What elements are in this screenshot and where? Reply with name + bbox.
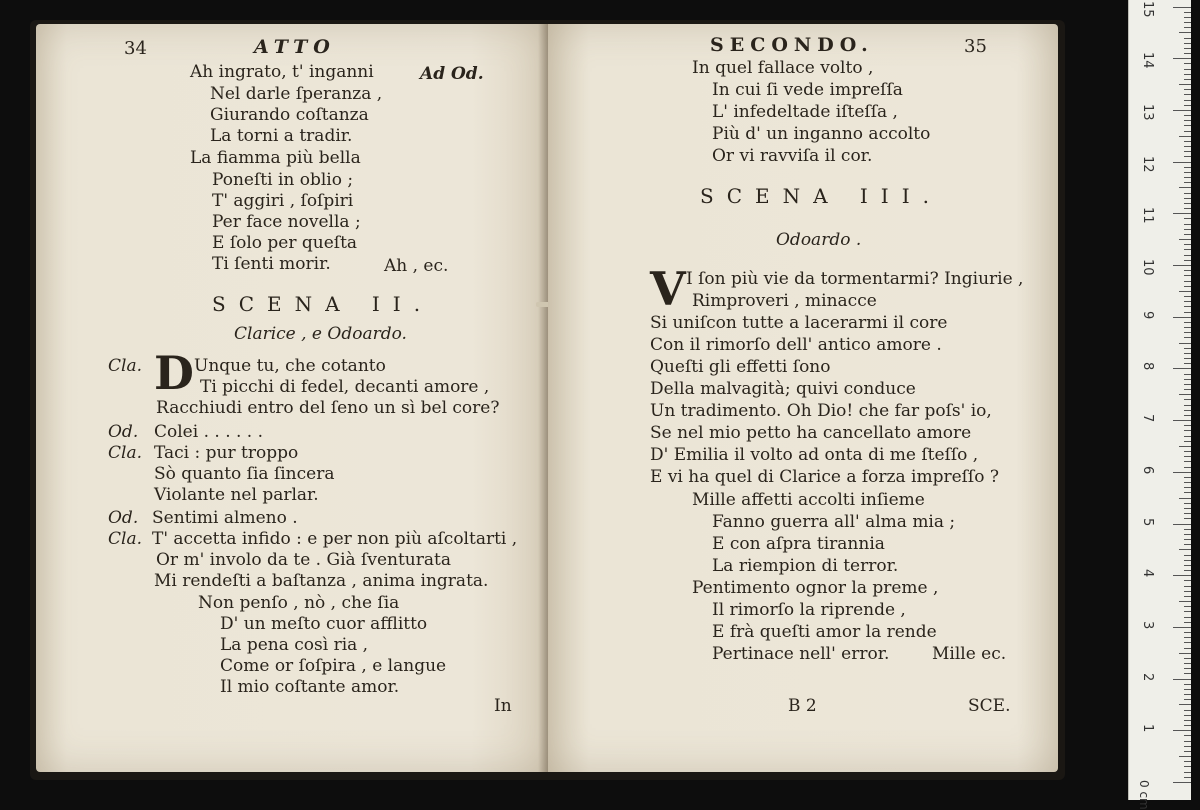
ruler-tick xyxy=(1184,689,1191,690)
ruler-tick xyxy=(1184,725,1191,726)
ruler-tick xyxy=(1184,710,1191,711)
stage-direction: Ad Od. xyxy=(420,64,484,84)
ruler-tick xyxy=(1173,679,1191,680)
ruler-tick xyxy=(1184,586,1191,587)
signature-mark: B 2 xyxy=(788,696,817,716)
scene-title: SCENA III. xyxy=(700,184,942,208)
ruler-tick xyxy=(1184,296,1191,297)
ruler-tick xyxy=(1184,694,1191,695)
ruler-tick xyxy=(1184,772,1191,773)
dialogue-line: Sò quanto ſia ſincera xyxy=(154,464,335,484)
monologue-line: Se nel mio petto ha cancellato amore xyxy=(650,423,972,443)
speaker-label: Od. xyxy=(108,422,139,442)
verse-line: Il rimorſo la riprende , xyxy=(712,600,906,620)
verse-line: Non penſo , nò , che ſia xyxy=(198,593,400,613)
ruler-tick xyxy=(1184,410,1191,411)
monologue-line: Con il rimorſo dell' antico amore . xyxy=(650,335,942,355)
ruler-tick xyxy=(1184,172,1191,173)
ruler-tick xyxy=(1184,182,1191,183)
ruler-tick xyxy=(1184,503,1191,504)
ruler-tick xyxy=(1184,451,1191,452)
ruler-tick xyxy=(1184,379,1191,380)
ruler-tick xyxy=(1184,234,1191,235)
verse-line: La riempion di terror. xyxy=(712,556,899,576)
ruler-tick xyxy=(1184,203,1191,204)
verse-line: Fanno guerra all' alma mia ; xyxy=(712,512,956,532)
dialogue-line: Racchiudi entro del ſeno un sì bel core? xyxy=(156,398,500,418)
dialogue-line: Sentimi almeno . xyxy=(152,508,298,528)
ruler-tick xyxy=(1184,281,1191,282)
monologue-line: Della malvagità; quivi conduce xyxy=(650,379,916,399)
ruler-tick xyxy=(1184,668,1191,669)
ruler-tick xyxy=(1184,131,1191,132)
monologue-line: Queſti gli effetti ſono xyxy=(650,357,831,377)
ruler-tick xyxy=(1184,591,1191,592)
ruler-tick xyxy=(1184,208,1191,209)
ruler-tick xyxy=(1184,177,1191,178)
ruler-number: 9 xyxy=(1140,310,1155,319)
ruler-tick xyxy=(1184,663,1191,664)
ruler-tick xyxy=(1179,32,1191,33)
ruler-tick xyxy=(1184,63,1191,64)
ruler-number: 4 xyxy=(1140,569,1155,578)
dialogue-line: Unque tu, che cotanto xyxy=(194,356,386,376)
ruler-tick xyxy=(1184,327,1191,328)
ruler-number: 1 xyxy=(1140,724,1155,733)
ruler-number: 15 xyxy=(1140,0,1155,18)
ruler-tick xyxy=(1184,198,1191,199)
ruler-tick xyxy=(1173,213,1191,214)
ruler-tick xyxy=(1184,461,1191,462)
dialogue-line: Mi rendeſti a baſtanza , anima ingrata. xyxy=(154,571,489,591)
ruler-tick xyxy=(1184,255,1191,256)
ruler-number: 3 xyxy=(1140,620,1155,630)
ruler-tick xyxy=(1184,606,1191,607)
repeat-cue: Mille ec. xyxy=(932,644,1007,664)
left-page xyxy=(36,24,548,772)
monologue-line: Si uniſcon tutte a lacerarmi il core xyxy=(650,313,948,333)
ruler-tick xyxy=(1184,746,1191,747)
ruler-number: 2 xyxy=(1140,672,1155,681)
ruler-tick xyxy=(1184,94,1191,95)
running-head: SECONDO. xyxy=(710,34,874,56)
verse-line: In quel fallace volto , xyxy=(692,58,874,78)
ruler-tick xyxy=(1184,580,1191,581)
verse-line: Ah ingrato, t' inganni xyxy=(190,62,374,82)
ruler-tick xyxy=(1184,374,1191,375)
ruler-tick xyxy=(1184,555,1191,556)
catchword: SCE. xyxy=(968,696,1011,716)
ruler-tick xyxy=(1184,436,1191,437)
measurement-ruler xyxy=(1128,0,1191,810)
verse-line: La fiamma più bella xyxy=(190,148,361,168)
ruler-tick xyxy=(1184,244,1191,245)
ruler-tick xyxy=(1184,358,1191,359)
verse-line: Pentimento ognor la preme , xyxy=(692,578,939,598)
running-head: ATTO xyxy=(254,36,336,58)
drop-cap: D xyxy=(154,346,194,400)
speaker-label: Od. xyxy=(108,508,139,528)
ruler-tick xyxy=(1173,782,1191,783)
ruler-tick xyxy=(1184,456,1191,457)
verse-line: E ſolo per queſta xyxy=(212,233,358,253)
verse-line: Poneſti in oblio ; xyxy=(212,170,354,190)
ruler-tick xyxy=(1184,430,1191,431)
ruler-tick xyxy=(1184,27,1191,28)
verse-line: T' aggiri , ſoſpiri xyxy=(212,191,354,211)
ruler-tick xyxy=(1184,415,1191,416)
speaker-label: Cla. xyxy=(108,443,142,463)
ruler-tick xyxy=(1184,477,1191,478)
verse-line: Più d' un inganno accolto xyxy=(712,124,931,144)
verse-line: Come or ſoſpira , e langue xyxy=(220,656,447,676)
monologue-line: Un tradimento. Oh Dio! che far poſs' io, xyxy=(650,401,992,421)
ruler-tick xyxy=(1184,306,1191,307)
ruler-tick xyxy=(1184,570,1191,571)
ruler-tick xyxy=(1179,653,1191,654)
ruler-tick xyxy=(1184,38,1191,39)
verse-line: L' infedeltade iſteſſa , xyxy=(712,102,898,122)
ruler-tick xyxy=(1184,766,1191,767)
ruler-tick xyxy=(1184,715,1191,716)
ruler-tick xyxy=(1173,524,1191,525)
verse-line: Pertinace nell' error. xyxy=(712,644,890,664)
ruler-tick xyxy=(1173,368,1191,369)
ruler-tick xyxy=(1184,79,1191,80)
verse-line: Ti ſenti morir. xyxy=(212,254,331,274)
ruler-tick xyxy=(1173,575,1191,576)
ruler-number: 10 xyxy=(1140,259,1155,276)
ruler-tick xyxy=(1184,125,1191,126)
ruler-tick xyxy=(1184,658,1191,659)
ruler-tick xyxy=(1184,467,1191,468)
ruler-number: 6 xyxy=(1140,465,1155,475)
ruler-tick xyxy=(1184,539,1191,540)
ruler-tick xyxy=(1184,74,1191,75)
dialogue-line: Ti picchi di fedel, decanti amore , xyxy=(200,377,490,397)
ruler-tick xyxy=(1184,405,1191,406)
ruler-tick xyxy=(1179,549,1191,550)
ruler-tick xyxy=(1184,224,1191,225)
scene-persons: Clarice , e Odoardo. xyxy=(234,324,407,344)
ruler-tick xyxy=(1184,12,1191,13)
drop-cap: V xyxy=(650,262,686,316)
ruler-tick xyxy=(1173,7,1191,8)
verse-line: D' un meſto cuor afflitto xyxy=(220,614,428,634)
ruler-tick xyxy=(1184,322,1191,323)
verse-line: Mille affetti accolti inſieme xyxy=(692,490,925,510)
monologue-line: D' Emilia il volto ad onta di me ſteſſo , xyxy=(650,445,979,465)
catchword: In xyxy=(494,696,512,716)
ruler-tick xyxy=(1184,611,1191,612)
ruler-tick xyxy=(1184,100,1191,101)
ruler-tick xyxy=(1184,637,1191,638)
page-number: 35 xyxy=(964,36,987,57)
ruler-tick xyxy=(1173,730,1191,731)
ruler-tick xyxy=(1184,275,1191,276)
ruler-tick xyxy=(1184,761,1191,762)
ruler-tick xyxy=(1184,312,1191,313)
ruler-tick xyxy=(1184,560,1191,561)
ruler-tick xyxy=(1184,363,1191,364)
ruler-tick xyxy=(1184,492,1191,493)
ruler-tick xyxy=(1173,420,1191,421)
ruler-tick xyxy=(1179,704,1191,705)
ruler-tick xyxy=(1184,270,1191,271)
ruler-tick xyxy=(1184,151,1191,152)
ruler-tick xyxy=(1184,632,1191,633)
ruler-tick xyxy=(1173,472,1191,473)
ruler-tick xyxy=(1184,425,1191,426)
ruler-tick xyxy=(1184,565,1191,566)
ruler-tick xyxy=(1184,617,1191,618)
ruler-tick xyxy=(1184,48,1191,49)
verse-line: La torni a tradir. xyxy=(210,126,353,146)
ruler-tick xyxy=(1184,43,1191,44)
ruler-tick xyxy=(1179,756,1191,757)
ruler-tick xyxy=(1184,513,1191,514)
ruler-tick xyxy=(1184,544,1191,545)
repeat-cue: Ah , ec. xyxy=(384,256,449,276)
ruler-tick xyxy=(1184,348,1191,349)
ruler-tick xyxy=(1184,777,1191,778)
ruler-tick xyxy=(1184,69,1191,70)
ruler-tick xyxy=(1184,534,1191,535)
ruler-tick xyxy=(1184,249,1191,250)
ruler-tick xyxy=(1184,146,1191,147)
ruler-tick xyxy=(1184,741,1191,742)
ruler-tick xyxy=(1179,601,1191,602)
ruler-number: 14 xyxy=(1140,52,1155,69)
right-page xyxy=(548,24,1058,772)
ruler-tick xyxy=(1173,265,1191,266)
ruler-tick xyxy=(1173,627,1191,628)
ruler-tick xyxy=(1184,332,1191,333)
dialogue-line: Or m' involo da te . Già ſventurata xyxy=(156,550,451,570)
ruler-unit: 0 cm xyxy=(1137,780,1151,810)
ruler-tick xyxy=(1184,389,1191,390)
ruler-tick xyxy=(1184,167,1191,168)
ruler-tick xyxy=(1184,229,1191,230)
verse-line: Nel darle ſperanza , xyxy=(210,84,383,104)
ruler-number: 8 xyxy=(1140,362,1155,371)
dialogue-line: Violante nel parlar. xyxy=(154,485,319,505)
verse-line: La pena così ria , xyxy=(220,635,369,655)
ruler-tick xyxy=(1184,260,1191,261)
ruler-tick xyxy=(1184,648,1191,649)
ruler-number: 12 xyxy=(1140,155,1155,173)
ruler-tick xyxy=(1179,187,1191,188)
verse-line: Or vi ravviſa il cor. xyxy=(712,146,873,166)
ruler-tick xyxy=(1184,22,1191,23)
ruler-tick xyxy=(1184,518,1191,519)
ruler-tick xyxy=(1184,596,1191,597)
ruler-tick xyxy=(1179,84,1191,85)
ruler-tick xyxy=(1179,446,1191,447)
ruler-tick xyxy=(1179,239,1191,240)
ruler-tick xyxy=(1184,441,1191,442)
verse-line: E frà queſti amor la rende xyxy=(712,622,937,642)
dialogue-line: Colei . . . . . . xyxy=(154,422,264,442)
ruler-tick xyxy=(1184,89,1191,90)
page-number: 34 xyxy=(124,38,147,59)
verse-line: E con aſpra tirannia xyxy=(712,534,885,554)
ruler-tick xyxy=(1184,684,1191,685)
ruler-tick xyxy=(1184,720,1191,721)
ruler-tick xyxy=(1184,141,1191,142)
verse-line: In cui ſi vede impreſſa xyxy=(712,80,903,100)
ruler-tick xyxy=(1173,110,1191,111)
ruler-tick xyxy=(1179,136,1191,137)
ruler-tick xyxy=(1184,482,1191,483)
ruler-tick xyxy=(1173,58,1191,59)
ruler-tick xyxy=(1184,120,1191,121)
ruler-tick xyxy=(1184,399,1191,400)
ruler-tick xyxy=(1184,487,1191,488)
ruler-tick xyxy=(1173,162,1191,163)
speaker-label: Cla. xyxy=(108,356,142,376)
ruler-number: 7 xyxy=(1140,414,1155,423)
dialogue-line: T' accetta infido : e per non più aſcoltarti , xyxy=(152,529,518,549)
speaker-label: Cla. xyxy=(108,529,142,549)
ruler-tick xyxy=(1184,384,1191,385)
ruler-tick xyxy=(1184,673,1191,674)
ruler-tick xyxy=(1184,53,1191,54)
monologue-line: Rimproveri , minacce xyxy=(692,291,877,311)
ruler-tick xyxy=(1184,337,1191,338)
verse-line: Giurando coſtanza xyxy=(210,105,369,125)
ruler-tick xyxy=(1184,642,1191,643)
scene-persons: Odoardo . xyxy=(776,230,862,250)
ruler-tick xyxy=(1179,498,1191,499)
ruler-tick xyxy=(1184,17,1191,18)
ruler-tick xyxy=(1179,394,1191,395)
verse-line: Il mio coſtante amor. xyxy=(220,677,400,697)
ruler-tick xyxy=(1184,286,1191,287)
ruler-tick xyxy=(1184,699,1191,700)
ruler-tick xyxy=(1184,353,1191,354)
ruler-tick xyxy=(1184,193,1191,194)
scene-title: SCENA II. xyxy=(212,292,434,316)
ruler-tick xyxy=(1179,291,1191,292)
dialogue-line: Taci : pur troppo xyxy=(154,443,299,463)
ruler-tick xyxy=(1184,751,1191,752)
ruler-number: 11 xyxy=(1140,207,1155,224)
ruler-tick xyxy=(1184,115,1191,116)
ruler-tick xyxy=(1184,218,1191,219)
ruler-tick xyxy=(1184,508,1191,509)
ruler-number: 13 xyxy=(1140,103,1155,121)
verse-line: Per face novella ; xyxy=(212,212,361,232)
ruler-number: 5 xyxy=(1140,517,1155,526)
ruler-tick xyxy=(1179,343,1191,344)
ruler-tick xyxy=(1184,529,1191,530)
monologue-line: I ſon più vie da tormentarmi? Ingiurie , xyxy=(686,269,1024,289)
ruler-tick xyxy=(1184,622,1191,623)
ruler-tick xyxy=(1184,735,1191,736)
ruler-tick xyxy=(1184,301,1191,302)
ruler-tick xyxy=(1184,156,1191,157)
ruler-tick xyxy=(1184,105,1191,106)
ruler-tick xyxy=(1173,317,1191,318)
monologue-line: E vi ha quel di Clarice a forza impreſſo ? xyxy=(650,467,999,487)
